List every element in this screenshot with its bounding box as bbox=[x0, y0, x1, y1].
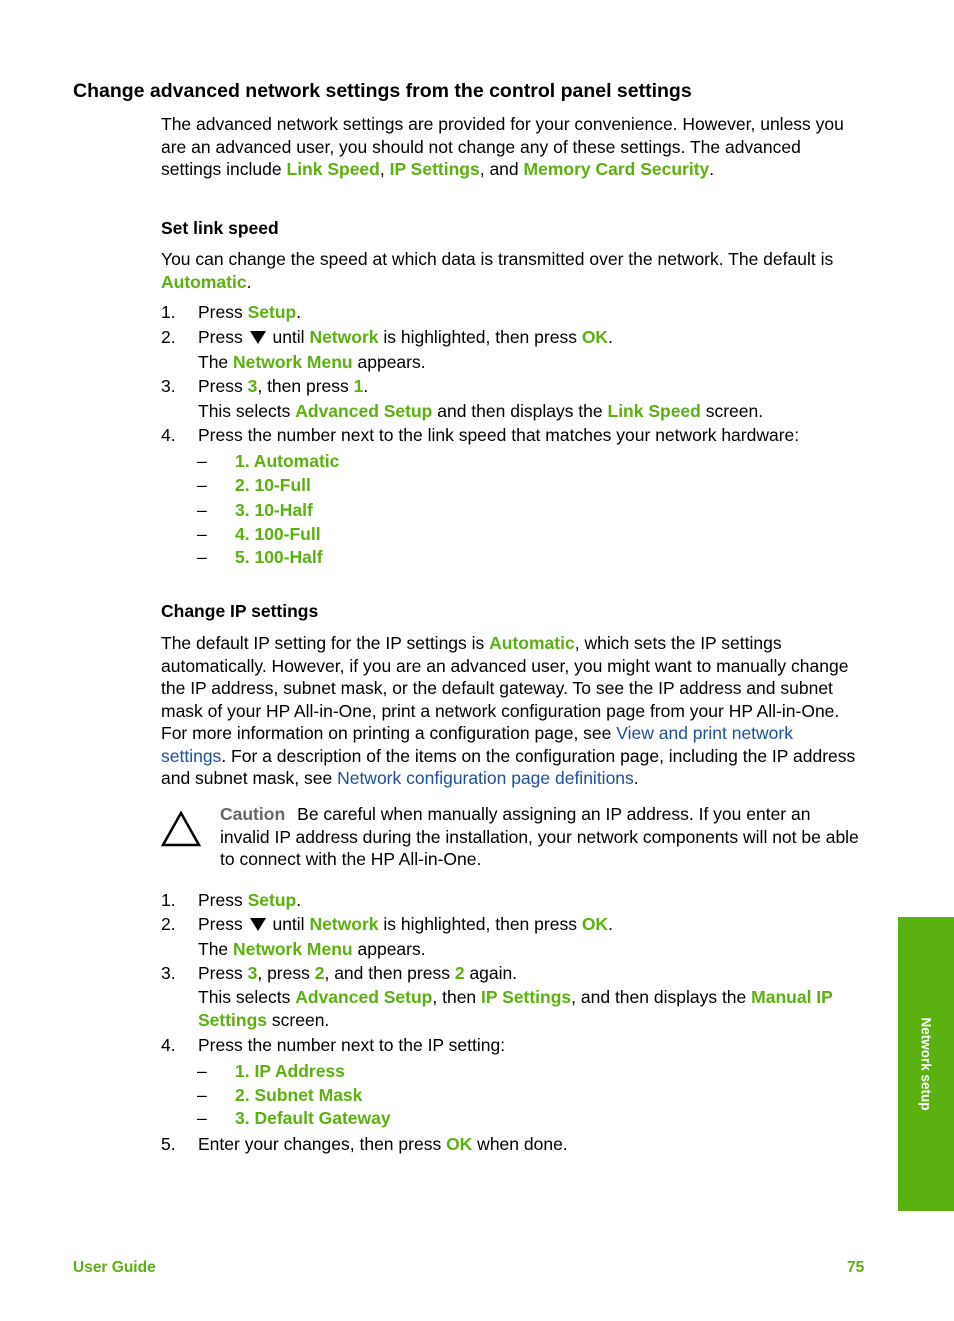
network-config-definitions-link[interactable]: Network configuration page definitions bbox=[337, 768, 634, 788]
set-link-speed-heading: Set link speed bbox=[161, 218, 279, 238]
intro-paragraph: The advanced network settings are provided for your convenience. However, unless you are an advanced user, you should not change any of these settings. The advanced settings include Link Speed, IP Settings, and Memory Card Security. bbox=[161, 114, 844, 179]
link-option-5: – 5. 100-Half bbox=[197, 547, 323, 567]
side-tab-label: Network setup bbox=[918, 1017, 934, 1111]
link-step-1: 1. Press Setup. bbox=[161, 302, 302, 322]
link-option-3: – 3. 10-Half bbox=[197, 500, 313, 520]
down-arrow-icon bbox=[250, 918, 266, 931]
caution-text: Be careful when manually assigning an IP address. If you enter an invalid IP address during the installation, your network components will not be able to connect with the HP All-in-One. bbox=[220, 804, 859, 869]
ip-step-5: 5. Enter your changes, then press OK when done. bbox=[161, 1134, 568, 1154]
view-print-network-settings-link[interactable]: View and print network settings bbox=[161, 723, 793, 766]
ip-step-4: 4. Press the number next to the IP setting: bbox=[161, 1035, 506, 1055]
link-speed-term: Link Speed bbox=[286, 159, 380, 179]
warning-triangle-icon bbox=[161, 811, 201, 847]
footer-title: User Guide bbox=[73, 1259, 156, 1276]
link-option-4: – 4. 100-Full bbox=[197, 524, 321, 544]
link-step-3: 3. Press 3, then press 1. This selects Advanced Setup and then displays the Link Speed screen. bbox=[161, 376, 764, 421]
ip-step-2: 2. Press until Network is highlighted, then press OK. The Network Menu appears. bbox=[161, 914, 613, 959]
link-option-2: – 2. 10-Full bbox=[197, 475, 311, 495]
ip-option-2: – 2. Subnet Mask bbox=[197, 1085, 363, 1105]
page-number: 75 bbox=[847, 1259, 865, 1276]
ip-step-1: 1. Press Setup. bbox=[161, 890, 302, 910]
ip-paragraph: The default IP setting for the IP settings is Automatic, which sets the IP settings automatically. However, if you are an advanced user, you might want to manually change the IP address, subnet mask, or the default gateway. To see the IP address and subnet mask of your HP All-in-One, print a network configuration page from your HP All-in-One. For more information on printing a configuration page, see View and print network settings. For a description of the items on the configuration page, including the IP address and subnet mask, see Network configuration page definitions. bbox=[161, 633, 856, 788]
caution-label: Caution bbox=[220, 804, 286, 824]
ip-step-3: 3. Press 3, press 2, and then press 2 again. This selects Advanced Setup, then IP Settings, and then displays the Manual IP Settings screen. bbox=[161, 963, 833, 1030]
down-arrow-icon bbox=[250, 331, 266, 344]
link-step-2: 2. Press until Network is highlighted, then press OK. The Network Menu appears. bbox=[161, 327, 613, 372]
caution-note bbox=[161, 803, 861, 871]
chapter-side-tab bbox=[898, 917, 954, 1211]
section-heading: Change advanced network settings from the control panel settings bbox=[73, 80, 692, 102]
memory-card-security-term: Memory Card Security bbox=[523, 159, 710, 179]
ip-option-1: – 1. IP Address bbox=[197, 1061, 345, 1081]
link-step-4: 4. Press the number next to the link speed that matches your network hardware: bbox=[161, 425, 800, 445]
link-speed-paragraph: You can change the speed at which data is transmitted over the network. The default is Automatic. bbox=[161, 249, 834, 292]
change-ip-settings-heading: Change IP settings bbox=[161, 601, 319, 621]
ip-option-3: – 3. Default Gateway bbox=[197, 1108, 391, 1128]
link-option-1: – 1. Automatic bbox=[197, 451, 340, 471]
ip-settings-term: IP Settings bbox=[389, 159, 480, 179]
